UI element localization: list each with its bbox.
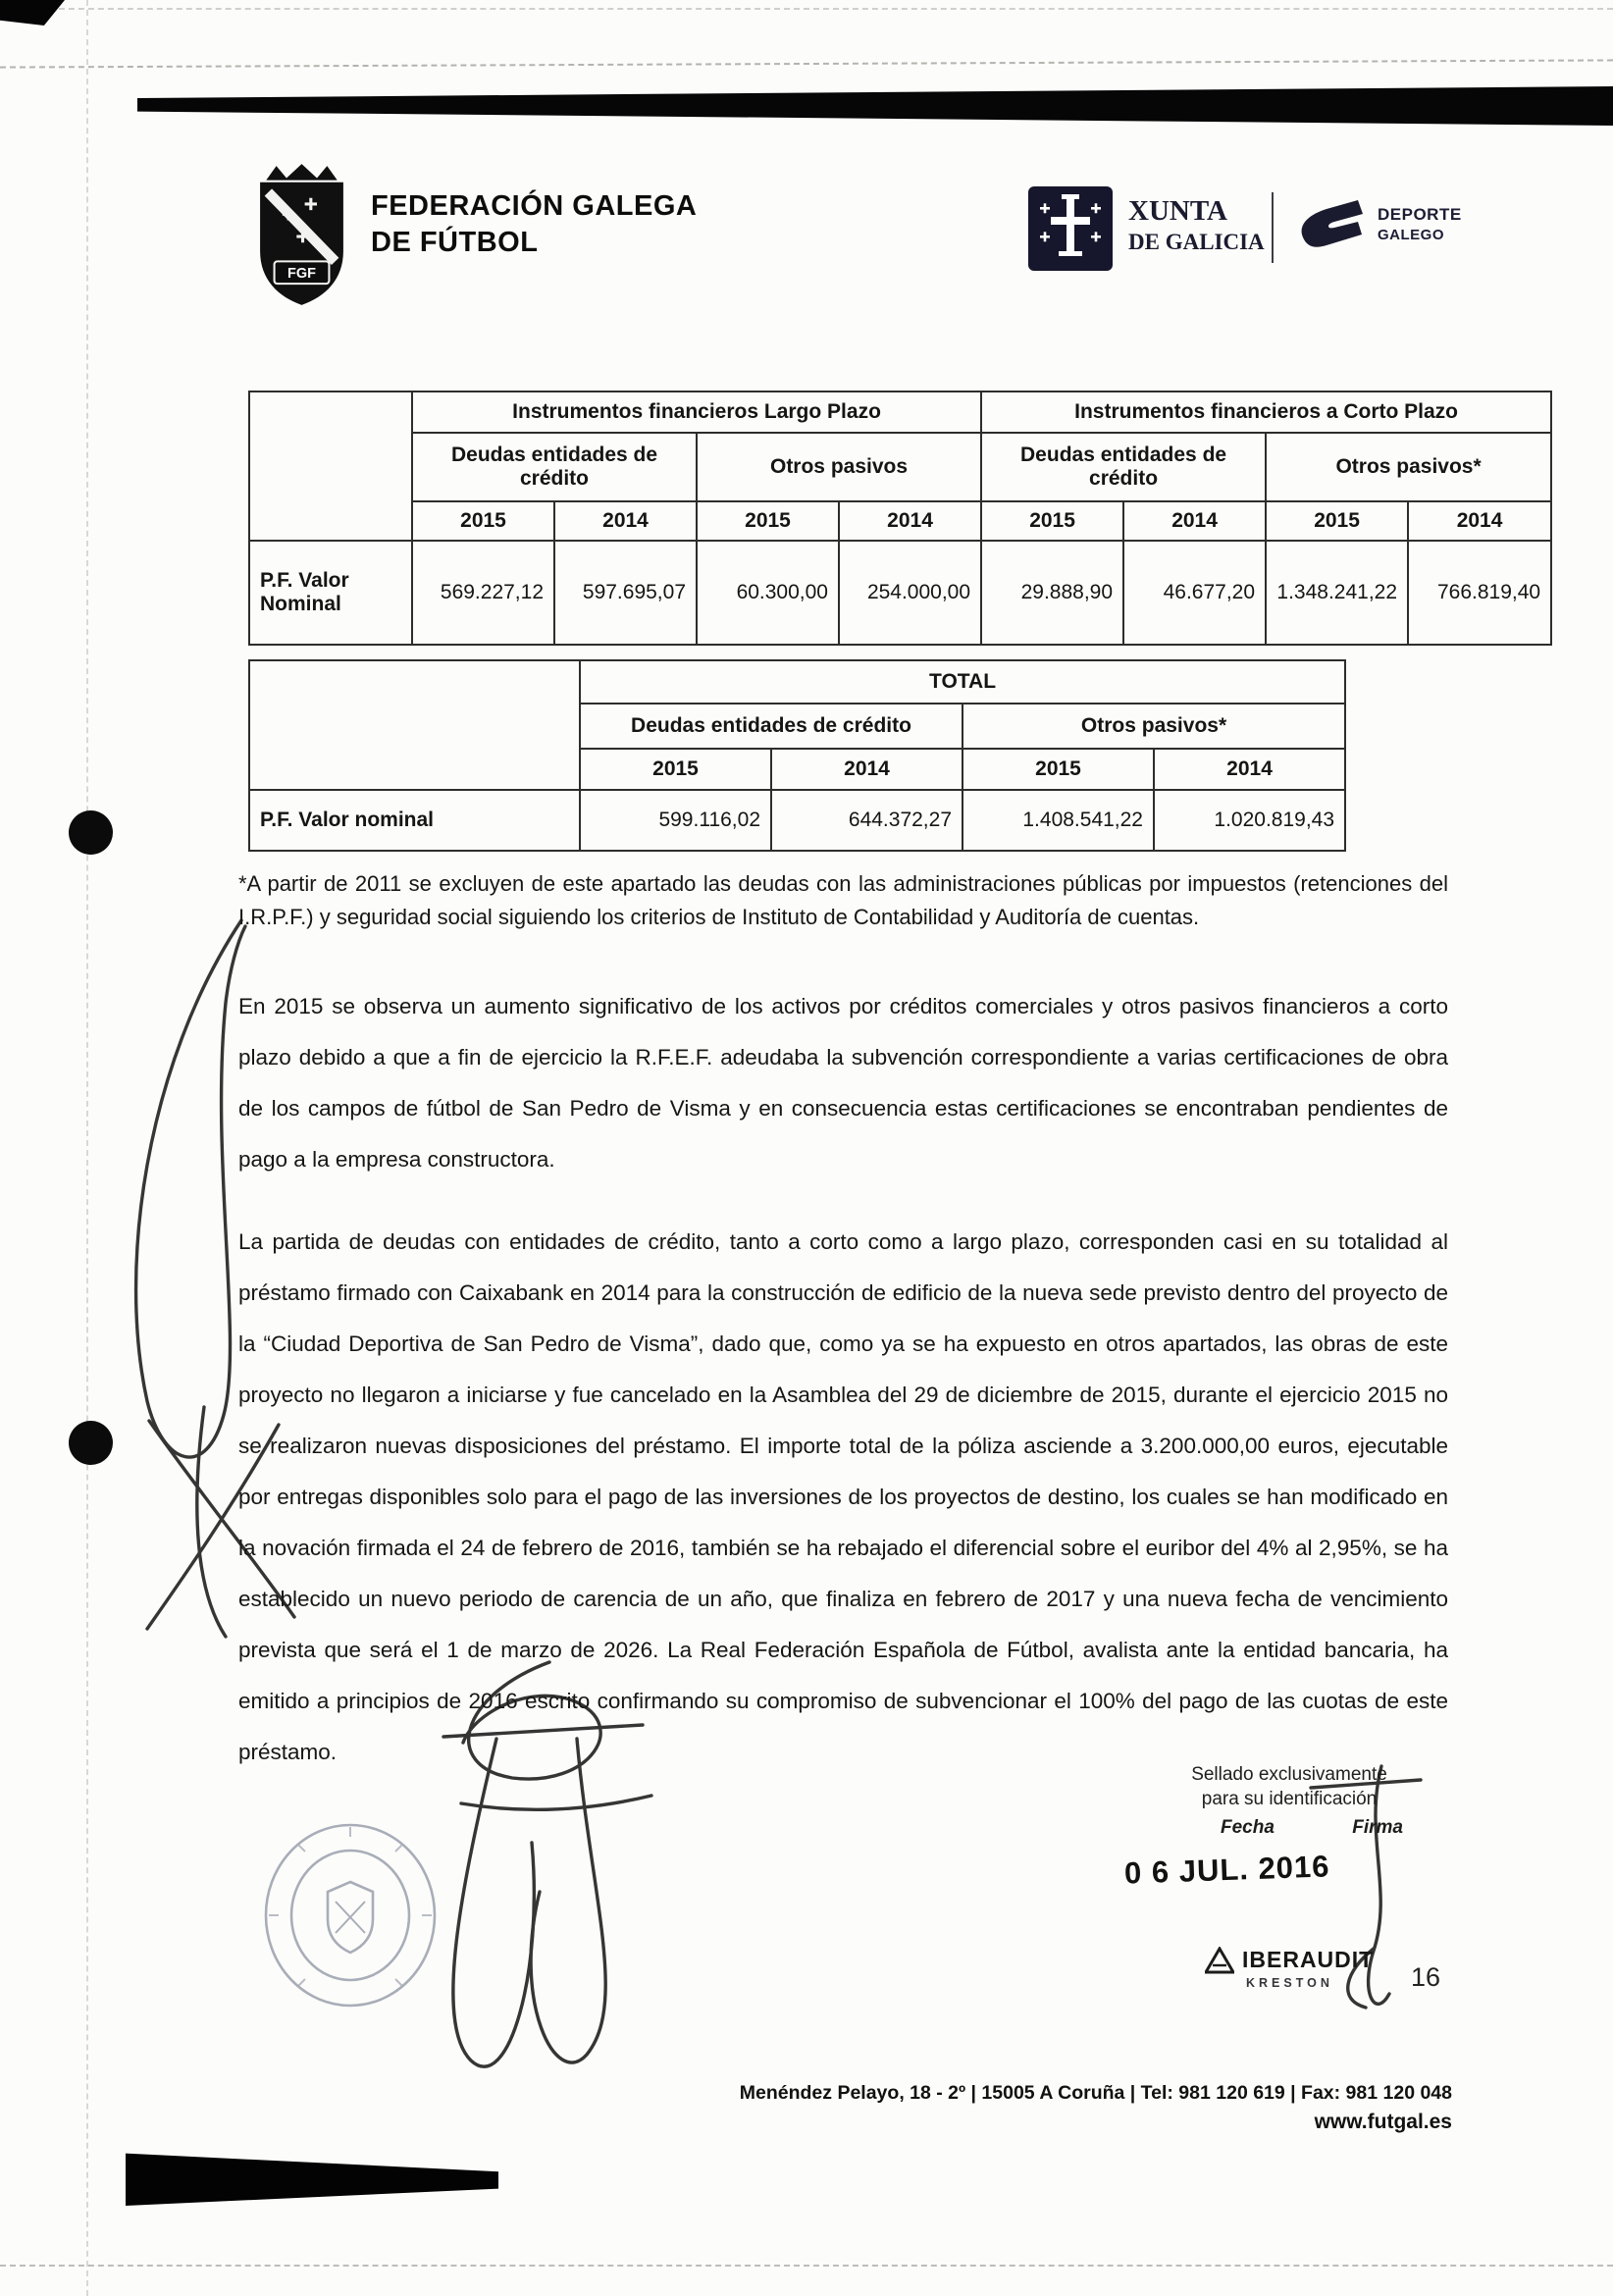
sub-header-otros-total: Otros pasivos* [963,704,1345,749]
value-cell: 1.408.541,22 [963,790,1154,851]
sub-header-otros-lp: Otros pasivos [697,433,981,501]
federation-name-line2: DE FÚTBOL [371,227,539,258]
value-cell: 29.888,90 [981,541,1123,645]
scan-edge-dashed-line [0,8,1613,10]
year-header: 2015 [412,501,554,541]
fgf-badge-text: FGF [287,265,316,282]
value-cell: 1.348.241,22 [1266,541,1408,645]
auditor-name: IBERAUDIT [1242,1947,1375,1972]
value-cell: 766.819,40 [1408,541,1551,645]
scan-artifact-top-bar [137,86,1613,126]
year-header: 2015 [963,749,1154,790]
seal-note [1136,1762,1442,1811]
table-corner-cell [249,660,580,790]
xunta-wordmark-line2: DE GALICIA [1128,230,1265,254]
xunta-wordmark-line1: XUNTA [1128,195,1227,227]
financial-instruments-table [248,391,1552,646]
group-header-corto-plazo: Instrumentos financieros a Corto Plazo [981,391,1551,433]
date-stamp: 0 6 JUL. 2016 [1123,1849,1330,1891]
group-header-largo-plazo: Instrumentos financieros Largo Plazo [412,391,981,433]
value-cell: 46.677,20 [1123,541,1266,645]
value-cell: 254.000,00 [839,541,981,645]
punch-hole [69,1421,113,1465]
row-label-pf-valor-nominal-total: P.F. Valor nominal [249,790,580,851]
total-title: TOTAL [580,660,1345,704]
year-header: 2014 [839,501,981,541]
page-number: 16 [1411,1962,1441,1992]
year-header: 2014 [771,749,963,790]
xunta-wordmark [1128,194,1265,257]
footnote-paragraph: *A partir de 2011 se excluyen de este apartado las deudas con las administraciones públicas por impuestos (retenciones del I.R.P.F.) y seguridad social siguiendo los criterios de Instituto de Contabilidad y Auditoría de cuentas. [238,871,1448,929]
value-cell: 60.300,00 [697,541,839,645]
value-cell: 597.695,07 [554,541,697,645]
fgf-crest-icon [245,162,358,309]
iberaudit-triangle-icon [1205,1947,1234,1974]
analysis-paragraph-2: La partida de deudas con entidades de crédito, tanto a corto como a largo plazo, corresponden casi en su totalidad al préstamo firmado con Caixabank en 2014 para la construcción de edificio de la nueva sede previsto dentro del proyecto de la “Ciudad Deportiva de San Pedro de Visma”, dado que, como ya se ha expuesto en otros apartados, las obras de este proyecto no llegaron a iniciarse y fue cancelado en la Asamblea del 29 de diciembre de 2015, durante el ejercicio 2015 no se realizaron nuevas disposiciones del préstamo. El importe total de la póliza asciende a 3.200.000,00 euros, ejecutable por entregas disponibles solo para el pago de las inversiones de los proyectos de destino, los cuales se han modificado en la novación firmada el 24 de febrero de 2016, también se ha rebajado el diferencial sobre el euribor del 4% al 2,95%, se ha establecido un nuevo periodo de carencia de un año, que finaliza en febrero de 2017 y una nueva fecha de vencimiento prevista que será el 1 de marzo de 2026. La Real Federación Española de Fútbol, avalista ante la entidad bancaria, ha emitido a principios de 2016 escrito confirmando su compromiso de subvencionar el 100% del pago de las cuotas de este préstamo. [238,1229,1448,1764]
year-header: 2015 [580,749,771,790]
auditor-logo-block [1205,1947,1374,1990]
punch-hole [69,810,113,855]
fecha-firma-row [1136,1817,1442,1839]
sub-header-deudas-lp: Deudas entidades de crédito [412,433,697,501]
auditor-network: KRESTON [1246,1976,1333,1990]
seal-note-line2: para su identificación [1201,1789,1378,1809]
scan-bottom-edge-line [0,2265,1613,2267]
year-header: 2014 [554,501,697,541]
logo-divider [1272,192,1274,263]
deporte-wordmark-line2: GALEGO [1378,227,1445,243]
year-header: 2014 [1123,501,1266,541]
footer-website: www.futgal.es [1314,2111,1452,2133]
sub-header-deudas-cp: Deudas entidades de crédito [981,433,1266,501]
firma-label: Firma [1352,1817,1403,1838]
year-header: 2015 [1266,501,1408,541]
year-header: 2015 [981,501,1123,541]
deporte-galego-wordmark [1378,204,1462,245]
table-corner-cell [249,391,412,541]
value-cell: 569.227,12 [412,541,554,645]
analysis-paragraph-1: En 2015 se observa un aumento significativo de los activos por créditos comerciales y otros pasivos financieros a corto plazo debido a que a fin de ejercicio la R.F.E.F. adeudaba la subvención correspondiente a varias certificaciones de obra de los campos de fútbol de San Pedro de Visma y en consecuencia estas certificaciones se encontraban pendientes de pago a la empresa constructora. [238,994,1448,1172]
year-header: 2014 [1154,749,1345,790]
seal-note-line1: Sellado exclusivamente [1191,1764,1387,1785]
fecha-label: Fecha [1221,1817,1275,1838]
deporte-wordmark-line1: DEPORTE [1378,205,1462,224]
sub-header-otros-cp: Otros pasivos* [1266,433,1551,501]
scan-artifact-bottom-wedge [126,2149,498,2206]
federation-name [371,188,697,261]
value-cell: 644.372,27 [771,790,963,851]
value-cell: 599.116,02 [580,790,771,851]
scan-left-edge-line [86,0,88,2296]
year-header: 2014 [1408,501,1551,541]
scan-fold-dashed-line [0,59,1613,68]
deporte-galego-icon [1295,194,1370,259]
sub-header-deudas-total: Deudas entidades de crédito [580,704,963,749]
federation-name-line1: FEDERACIÓN GALEGA [371,190,698,222]
footer-address: Menéndez Pelayo, 18 - 2º | 15005 A Coruña | Tel: 981 120 619 | Fax: 981 120 048 [739,2082,1452,2104]
page-footer [740,2082,1452,2134]
totals-table [248,659,1346,852]
xunta-galicia-icon [1028,186,1113,271]
club-seal-stamp [257,1817,443,2013]
year-header: 2015 [697,501,839,541]
scan-artifact-corner [0,0,65,26]
value-cell: 1.020.819,43 [1154,790,1345,851]
row-label-pf-valor-nominal: P.F. Valor Nominal [249,541,412,645]
